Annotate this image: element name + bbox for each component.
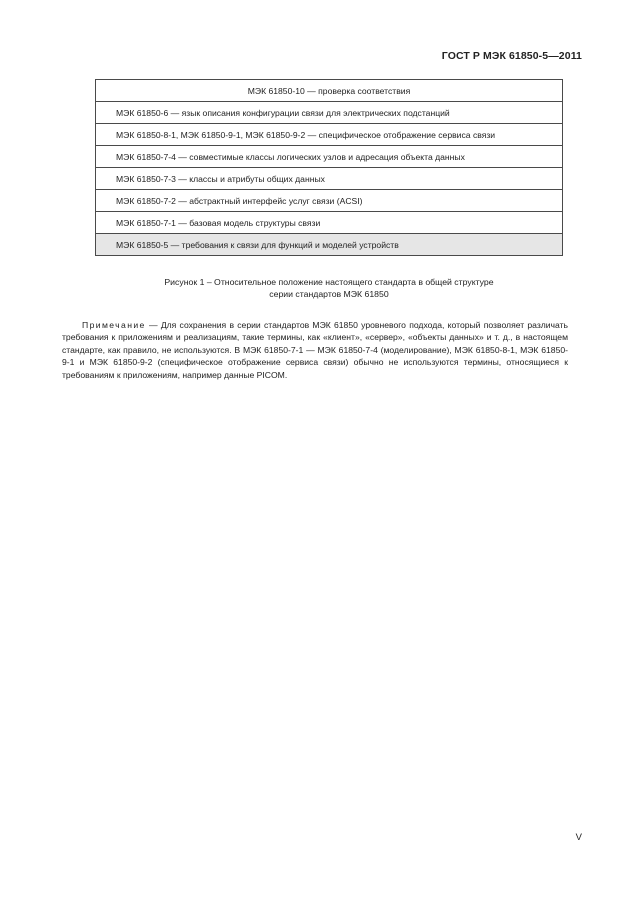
figure-row-text: МЭК 61850-7-1 — базовая модель структуры связи xyxy=(96,212,563,234)
figure-row xyxy=(96,212,563,234)
figure-row xyxy=(96,190,563,212)
figure-row-text: МЭК 61850-5 — требования к связи для функций и моделей устройств xyxy=(96,234,563,256)
figure-caption-line: Рисунок 1 – Относительное положение настоящего стандарта в общей структуре xyxy=(164,277,494,287)
figure-row xyxy=(96,168,563,190)
page-number: V xyxy=(575,832,582,843)
note-text: — Для сохранения в серии стандартов МЭК 61850 уровневого подхода, который позволяет различать требования к приложениям и реализациям, такие термины, как «клиент», «сервер», «объекты данных» и т. д., в настоящем стандарте, как правило, не используются. В МЭК 61850-7-1 — МЭК 61850-7-4 (моделирование), МЭК 61850-8-1, МЭК 61850-9-1 и МЭК 61850-9-2 (специфическое отображение сервиса связи) обычно не используются термины, относящиеся к требованиям к приложениям, например данные PICOM. xyxy=(62,319,568,380)
figure-row xyxy=(96,124,563,146)
figure-row xyxy=(96,102,563,124)
standards-structure-figure xyxy=(95,79,563,256)
figure-row-text: МЭК 61850-7-4 — совместимые классы логических узлов и адресация объекта данных xyxy=(96,146,563,168)
figure-row-text: МЭК 61850-8-1, МЭК 61850-9-1, МЭК 61850-9-2 — специфическое отображение сервиса связи xyxy=(96,124,563,146)
document-header: ГОСТ Р МЭК 61850-5—2011 xyxy=(441,50,582,62)
figure-caption xyxy=(95,276,563,300)
figure-row-text: МЭК 61850-7-2 — абстрактный интерфейс услуг связи (ACSI) xyxy=(96,190,563,212)
figure-row-text: МЭК 61850-10 — проверка соответствия xyxy=(96,80,563,102)
figure-row-highlighted xyxy=(96,234,563,256)
figure-row-text: МЭК 61850-6 — язык описания конфигурации связи для электрических подстанций xyxy=(96,102,563,124)
figure-row xyxy=(96,146,563,168)
note-label: Примечание xyxy=(82,319,146,330)
figure-caption-line: серии стандартов МЭК 61850 xyxy=(269,289,389,299)
note-paragraph xyxy=(62,319,568,382)
figure-row-text: МЭК 61850-7-3 — классы и атрибуты общих данных xyxy=(96,168,563,190)
figure-row xyxy=(96,80,563,102)
